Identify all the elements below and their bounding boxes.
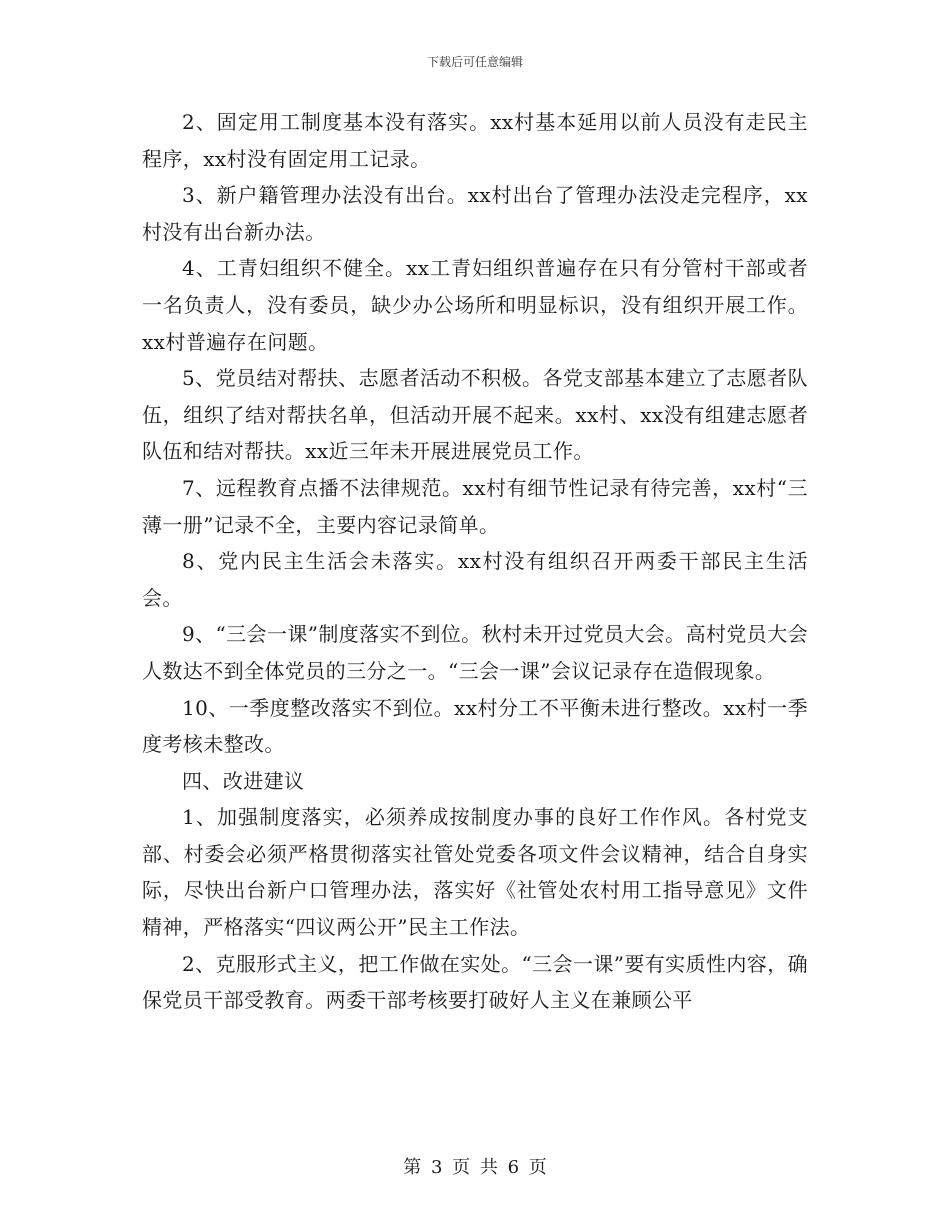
section-heading: 四、改进建议 (182, 768, 305, 793)
page-footer: 第 3 页 共 6 页 (403, 1157, 547, 1178)
suggestion-item-2: 2、克服形式主义，把工作做在实处。“三会一课”要有实质性内容，确保党员干部受教育。两委干部考核要打破好人主义在兼顾公平 (142, 951, 808, 1013)
paragraph-item-7: 7、远程教育点播不法律规范。xx村有细节性记录有待完善，xx村“三薄一册”记录不全，主要内容记录简单。 (142, 475, 808, 537)
paragraph-item-8: 8、党内民主生活会未落实。xx村没有组织召开两委干部民主生活会。 (142, 549, 808, 610)
suggestion-item-1: 1、加强制度落实，必须养成按制度办事的良好工作作风。各村党支部、村委会必须严格贯彻落实社管处党委各项文件会议精神，结合自身实际，尽快出台新户口管理办法，落实好《社管处农村用工指导意见》文件精神，严格落实“四议两公开”民主工作法。 (142, 805, 808, 940)
paragraph-item-9: 9、“三会一课”制度落实不到位。秋村未开过党员大会。高村党员大会人数达不到全体党员的三分之一。“三会一课”会议记录存在造假现象。 (142, 622, 808, 683)
paragraph-item-3: 3、新户籍管理办法没有出台。xx村出台了管理办法没走完程序，xx村没有出台新办法。 (142, 183, 808, 244)
paragraph-item-2: 2、固定用工制度基本没有落实。xx村基本延用以前人员没有走民主程序，xx村没有固定用工记录。 (142, 110, 808, 171)
page-header: 下载后可任意编辑 (426, 55, 523, 69)
paragraph-item-4: 4、工青妇组织不健全。xx工青妇组织普遍存在只有分管村干部或者一名负责人，没有委员，缺少办公场所和明显标识，没有组织开展工作。xx村普遍存在问题。 (142, 256, 808, 354)
paragraph-item-10: 10、一季度整改落实不到位。xx村分工不平衡未进行整改。xx村一季度考核未整改。 (142, 695, 808, 757)
paragraph-item-5: 5、党员结对帮扶、志愿者活动不积极。各党支部基本建立了志愿者队伍，组织了结对帮扶名单，但活动开展不起来。xx村、xx没有组建志愿者队伍和结对帮扶。xx近三年未开展进展党员工作。 (142, 366, 808, 464)
document-body (142, 104, 808, 1019)
